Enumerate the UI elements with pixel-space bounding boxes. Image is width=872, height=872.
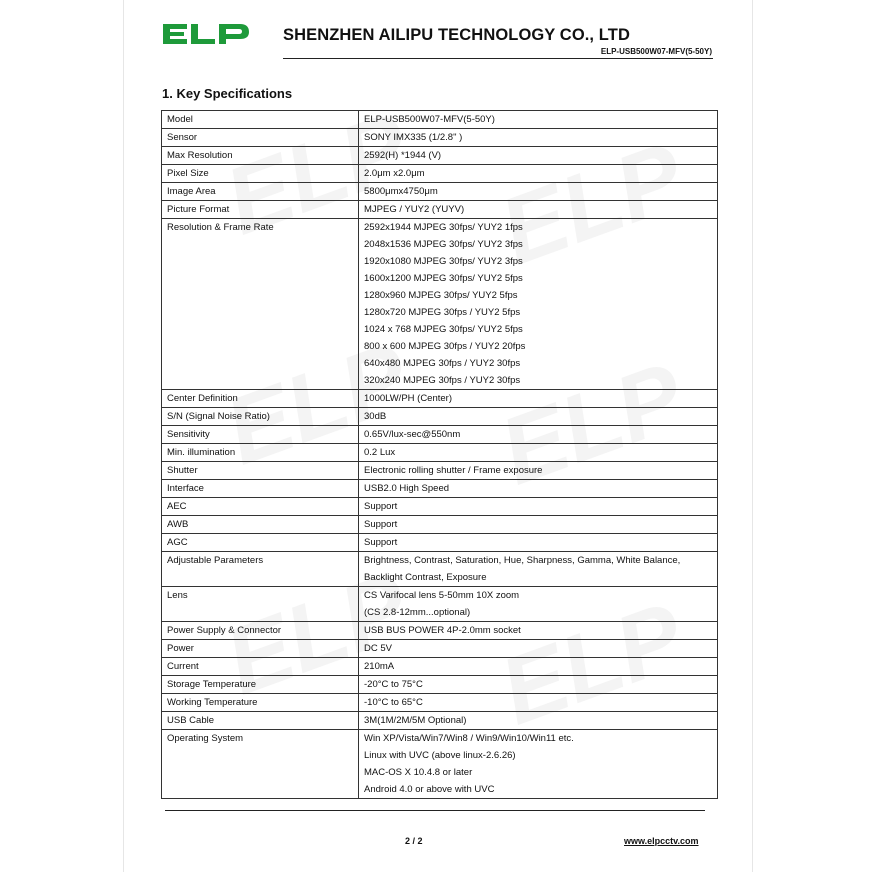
table-row	[162, 111, 718, 129]
spec-value	[359, 219, 718, 390]
table-row	[162, 390, 718, 408]
table-row	[162, 640, 718, 658]
spec-value	[359, 444, 718, 462]
spec-value-line: 2592(H) *1944 (V)	[364, 150, 442, 161]
spec-value	[359, 111, 718, 129]
spec-value-line: (CS 2.8-12mm...optional)	[364, 607, 471, 618]
spec-value	[359, 183, 718, 201]
spec-value-line: Android 4.0 or above with UVC	[364, 784, 495, 795]
spec-value-line: 210mA	[364, 661, 395, 672]
spec-value	[359, 408, 718, 426]
table-row	[162, 165, 718, 183]
spec-label: Max Resolution	[162, 147, 359, 165]
spec-value-line: USB2.0 High Speed	[364, 483, 450, 494]
table-row	[162, 219, 718, 390]
spec-value-line: MAC-OS X 10.4.8 or later	[364, 767, 473, 778]
spec-label: Working Temperature	[162, 694, 359, 712]
spec-value	[359, 730, 718, 799]
spec-value-line: 0.2 Lux	[364, 447, 396, 458]
spec-label: AGC	[162, 534, 359, 552]
spec-label: AWB	[162, 516, 359, 534]
spec-value-line: SONY IMX335 (1/2.8" )	[364, 132, 463, 143]
table-row	[162, 516, 718, 534]
table-row	[162, 480, 718, 498]
spec-label: Resolution & Frame Rate	[162, 219, 359, 390]
spec-value-line: CS Varifocal lens 5-50mm 10X zoom	[364, 590, 520, 601]
spec-label: Shutter	[162, 462, 359, 480]
spec-value	[359, 147, 718, 165]
spec-value	[359, 129, 718, 147]
spec-label: Image Area	[162, 183, 359, 201]
spec-value-line: 2592x1944 MJPEG 30fps/ YUY2 1fps	[364, 222, 523, 233]
spec-label: AEC	[162, 498, 359, 516]
spec-label: Pixel Size	[162, 165, 359, 183]
spec-value-line: -20°C to 75°C	[364, 679, 423, 690]
spec-value-line: 1000LW/PH (Center)	[364, 393, 452, 404]
table-row	[162, 534, 718, 552]
spec-value	[359, 622, 718, 640]
spec-value-line: Support	[364, 519, 398, 530]
page-number: 2 / 2	[405, 836, 423, 846]
table-row	[162, 587, 718, 622]
spec-value-line: USB BUS POWER 4P-2.0mm socket	[364, 625, 521, 636]
spec-value	[359, 480, 718, 498]
spec-value	[359, 201, 718, 219]
spec-label: Current	[162, 658, 359, 676]
spec-value-line: DC 5V	[364, 643, 392, 654]
spec-value-line: Win XP/Vista/Win7/Win8 / Win9/Win10/Win11 etc.	[364, 733, 574, 744]
spec-value-line: Electronic rolling shutter / Frame exposure	[364, 465, 543, 476]
spec-label: Interface	[162, 480, 359, 498]
spec-label: Model	[162, 111, 359, 129]
spec-table	[161, 110, 718, 799]
spec-label: Sensitivity	[162, 426, 359, 444]
table-row	[162, 183, 718, 201]
spec-label: Sensor	[162, 129, 359, 147]
spec-value-line: 1280x720 MJPEG 30fps / YUY2 5fps	[364, 307, 521, 318]
table-row	[162, 694, 718, 712]
spec-label: Operating System	[162, 730, 359, 799]
spec-label: Adjustable Parameters	[162, 552, 359, 587]
spec-label: S/N (Signal Noise Ratio)	[162, 408, 359, 426]
spec-value-line: 5800μmx4750μm	[364, 186, 438, 197]
table-row	[162, 498, 718, 516]
spec-value-line: 30dB	[364, 411, 387, 422]
spec-value	[359, 676, 718, 694]
spec-label: Min. illumination	[162, 444, 359, 462]
spec-value-line: Brightness, Contrast, Saturation, Hue, Sharpness, Gamma, White Balance,	[364, 555, 681, 566]
spec-value-line: 1280x960 MJPEG 30fps/ YUY2 5fps	[364, 290, 518, 301]
spec-label: Storage Temperature	[162, 676, 359, 694]
table-row	[162, 147, 718, 165]
spec-value	[359, 658, 718, 676]
spec-value	[359, 552, 718, 587]
table-row	[162, 444, 718, 462]
spec-value-line: -10°C to 65°C	[364, 697, 423, 708]
spec-value-line: 2048x1536 MJPEG 30fps/ YUY2 3fps	[364, 239, 523, 250]
spec-value-line: 1920x1080 MJPEG 30fps/ YUY2 3fps	[364, 256, 523, 267]
spec-label: USB Cable	[162, 712, 359, 730]
header-divider	[283, 58, 713, 59]
spec-value-line: Backlight Contrast, Exposure	[364, 572, 487, 583]
spec-value	[359, 390, 718, 408]
table-row	[162, 129, 718, 147]
table-row	[162, 426, 718, 444]
spec-value	[359, 640, 718, 658]
spec-value	[359, 587, 718, 622]
model-code: ELP-USB500W07-MFV(5-50Y)	[600, 47, 712, 56]
spec-value-line: ELP-USB500W07-MFV(5-50Y)	[364, 114, 495, 125]
spec-value-line: Support	[364, 537, 398, 548]
table-row	[162, 712, 718, 730]
spec-value-line: 0.65V/lux-sec@550nm	[364, 429, 461, 440]
elp-logo	[160, 18, 252, 50]
spec-label: Power	[162, 640, 359, 658]
spec-label: Center Definition	[162, 390, 359, 408]
spec-value-line: 640x480 MJPEG 30fps / YUY2 30fps	[364, 358, 521, 369]
spec-value-line: 1024 x 768 MJPEG 30fps/ YUY2 5fps	[364, 324, 523, 335]
company-name: SHENZHEN AILIPU TECHNOLOGY CO., LTD	[283, 26, 630, 44]
spec-value-line: Support	[364, 501, 398, 512]
website-link[interactable]: www.elpcctv.com	[624, 836, 699, 846]
spec-value-line: 3M(1M/2M/5M Optional)	[364, 715, 467, 726]
table-row	[162, 552, 718, 587]
spec-label: Power Supply & Connector	[162, 622, 359, 640]
spec-value-line: 2.0μm x2.0μm	[364, 168, 425, 179]
spec-value	[359, 426, 718, 444]
table-row	[162, 408, 718, 426]
table-row	[162, 201, 718, 219]
spec-label: Picture Format	[162, 201, 359, 219]
spec-value	[359, 462, 718, 480]
spec-value	[359, 694, 718, 712]
spec-value-line: 800 x 600 MJPEG 30fps / YUY2 20fps	[364, 341, 526, 352]
spec-value	[359, 498, 718, 516]
spec-value-line: 1600x1200 MJPEG 30fps/ YUY2 5fps	[364, 273, 523, 284]
section-title: 1. Key Specifications	[162, 86, 293, 101]
table-row	[162, 676, 718, 694]
spec-value-line: 320x240 MJPEG 30fps / YUY2 30fps	[364, 375, 521, 386]
spec-value	[359, 516, 718, 534]
table-row	[162, 730, 718, 799]
table-row	[162, 658, 718, 676]
table-row	[162, 622, 718, 640]
spec-value	[359, 534, 718, 552]
table-row	[162, 462, 718, 480]
spec-value-line: Linux with UVC (above linux-2.6.26)	[364, 750, 516, 761]
spec-value	[359, 712, 718, 730]
footer-divider	[165, 810, 705, 811]
spec-label: Lens	[162, 587, 359, 622]
spec-value-line: MJPEG / YUY2 (YUYV)	[364, 204, 465, 215]
spec-value	[359, 165, 718, 183]
